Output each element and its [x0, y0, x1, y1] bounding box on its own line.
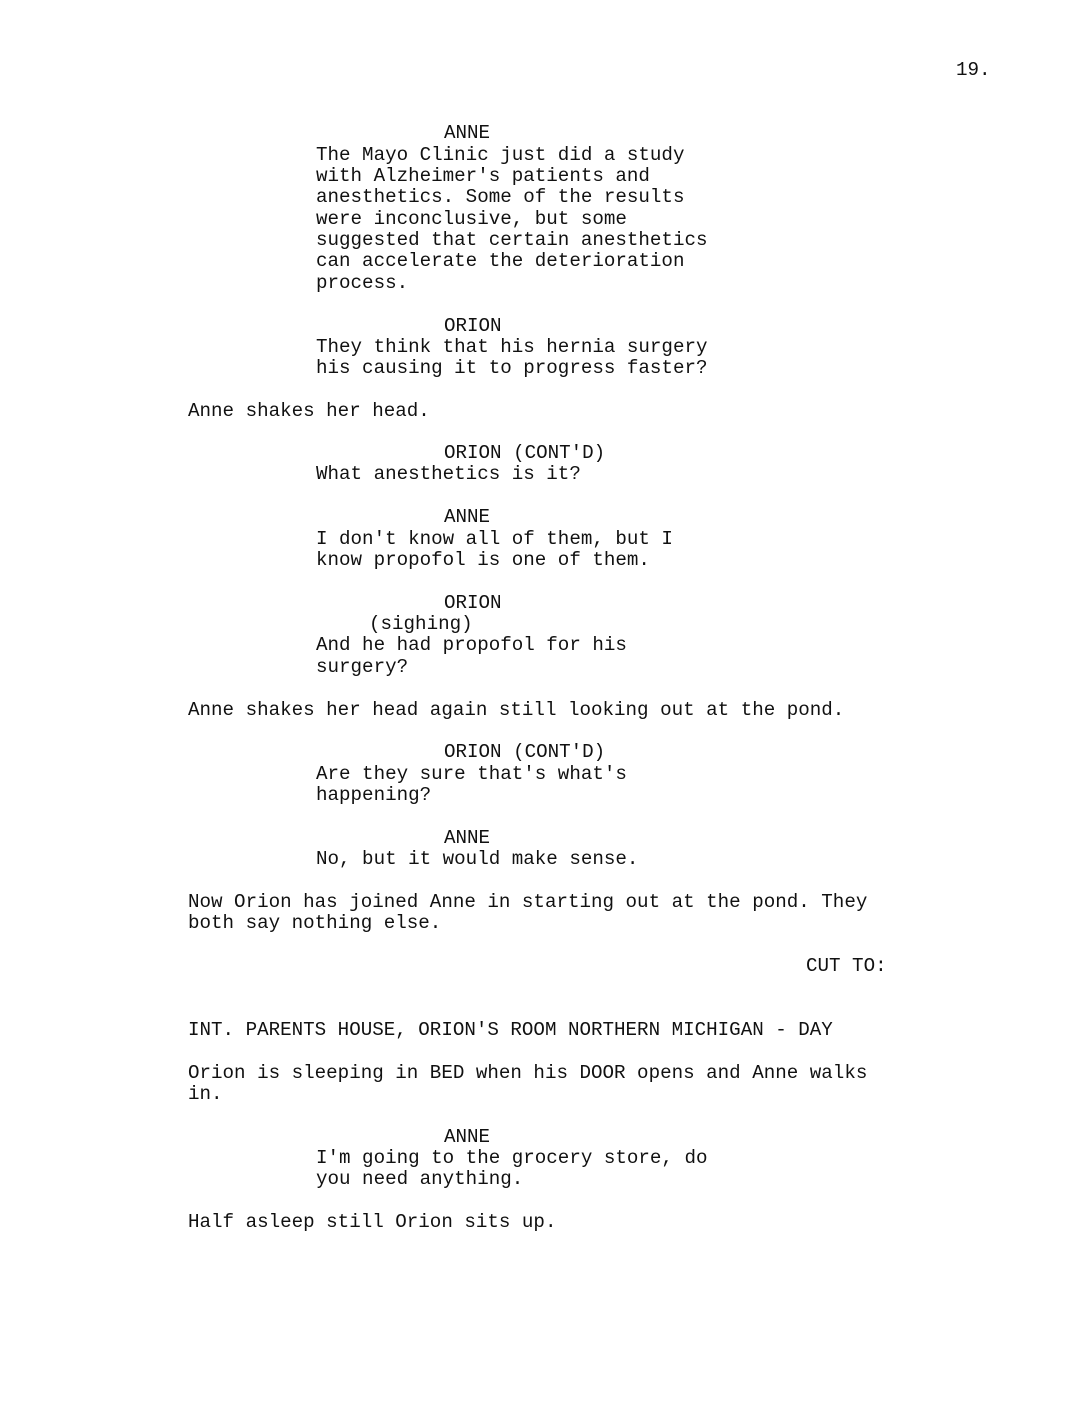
dialogue-line: know propofol is one of them. — [316, 549, 650, 571]
action-line: Orion is sleeping in BED when his DOOR opens and Anne walks — [188, 1062, 868, 1084]
dialogue-line: No, but it would make sense. — [316, 848, 639, 870]
parenthetical: (sighing) — [369, 613, 473, 635]
dialogue-line: happening? — [316, 784, 432, 806]
dialogue-line: you need anything. — [316, 1168, 524, 1190]
character-name: ANNE — [444, 122, 491, 144]
action-line: Anne shakes her head again still looking out at the pond. — [188, 699, 845, 721]
dialogue-line: The Mayo Clinic just did a study — [316, 144, 685, 166]
action-line: in. — [188, 1083, 223, 1105]
dialogue-line: Are they sure that's what's — [316, 763, 627, 785]
dialogue-line: And he had propofol for his — [316, 634, 627, 656]
character-name: ORION (CONT'D) — [444, 741, 606, 763]
character-name: ORION — [444, 592, 502, 614]
dialogue-line: suggested that certain anesthetics — [316, 229, 708, 251]
dialogue-line: They think that his hernia surgery — [316, 336, 708, 358]
dialogue-line: with Alzheimer's patients and — [316, 165, 650, 187]
dialogue-line: I don't know all of them, but I — [316, 528, 673, 550]
action-line: Now Orion has joined Anne in starting out at the pond. They — [188, 891, 868, 913]
dialogue-line: I'm going to the grocery store, do — [316, 1147, 708, 1169]
dialogue-line: What anesthetics is it? — [316, 463, 581, 485]
character-name: ANNE — [444, 827, 491, 849]
dialogue-line: process. — [316, 272, 409, 294]
dialogue-line: can accelerate the deterioration — [316, 250, 685, 272]
transition: CUT TO: — [806, 955, 887, 977]
action-line: Anne shakes her head. — [188, 400, 430, 422]
dialogue-line: were inconclusive, but some — [316, 208, 627, 230]
dialogue-line: surgery? — [316, 656, 409, 678]
dialogue-line: anesthetics. Some of the results — [316, 186, 685, 208]
character-name: ANNE — [444, 1126, 491, 1148]
dialogue-line: his causing it to progress faster? — [316, 357, 708, 379]
action-line: both say nothing else. — [188, 912, 442, 934]
character-name: ANNE — [444, 506, 491, 528]
character-name: ORION (CONT'D) — [444, 442, 606, 464]
scene-heading: INT. PARENTS HOUSE, ORION'S ROOM NORTHERN MICHIGAN - DAY — [188, 1019, 833, 1041]
character-name: ORION — [444, 315, 502, 337]
action-line: Half asleep still Orion sits up. — [188, 1211, 557, 1233]
page-number: 19. — [956, 59, 991, 81]
